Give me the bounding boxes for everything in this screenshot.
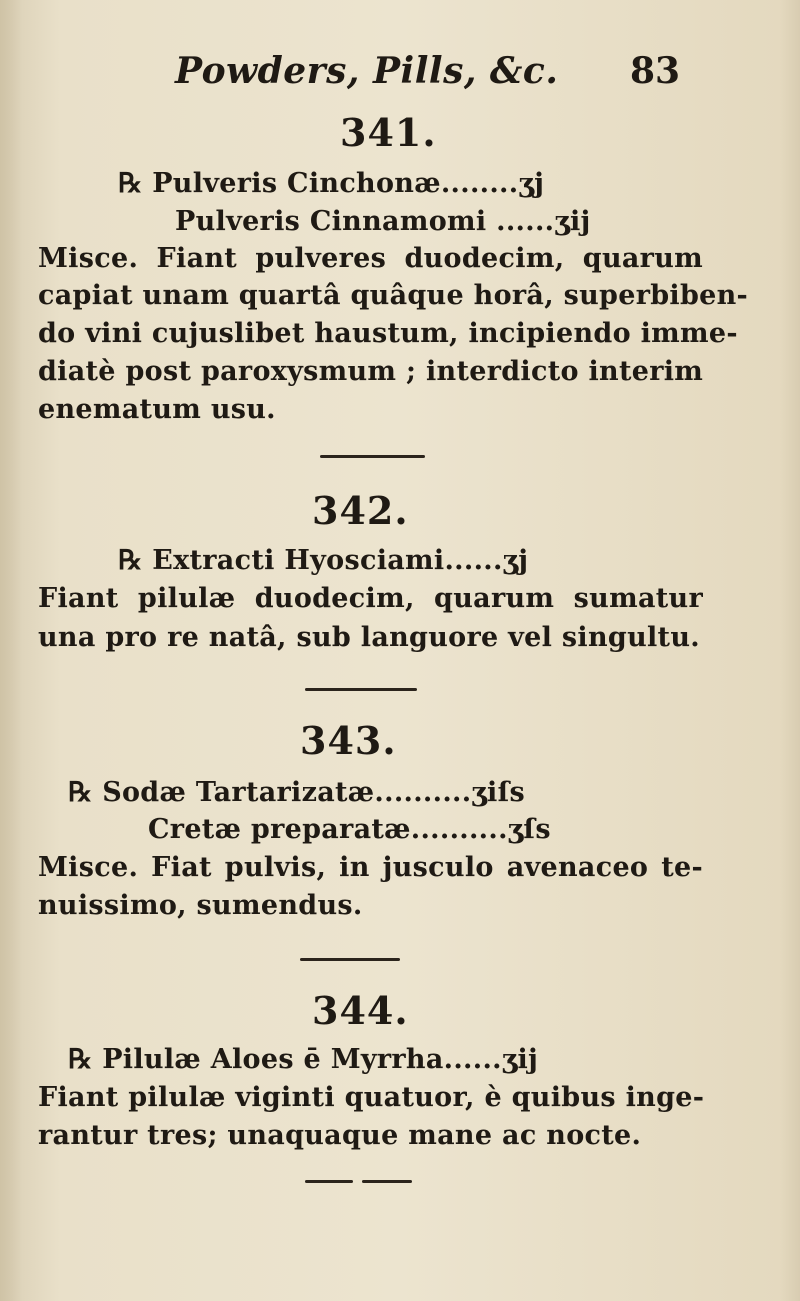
ingredient-line: Pulveris Cinnamomi ......ʒij (175, 206, 591, 237)
recipe-number: 341. (340, 110, 437, 155)
ingredient-line: Cretæ preparatæ..........ʒſs (148, 814, 551, 845)
page-edge-shadow (0, 0, 22, 1301)
section-divider (300, 958, 400, 961)
recipe-number: 342. (312, 488, 409, 533)
ingredient-line: ℞ Sodæ Tartarizatæ..........ʒiſs (68, 777, 526, 808)
ingredient-line: ℞ Pulveris Cinchonæ........ʒj (118, 168, 545, 199)
instruction-line: rantur tres; unaquaque mane ac nocte. (38, 1120, 642, 1151)
ingredient-line: ℞ Extracti Hyosciami......ʒj (118, 545, 529, 576)
instruction-line: Misce. Fiant pulveres duodecim, quarum (38, 243, 703, 274)
instruction-line: una pro re natâ, sub languore vel singultu. (38, 622, 700, 653)
running-title: Powders, Pills, &c. (175, 50, 559, 92)
instruction-line: diatè post paroxysmum ; interdicto interim (38, 356, 704, 387)
recipe-number: 344. (312, 988, 409, 1033)
section-divider (362, 1180, 412, 1183)
instruction-line: do vini cujuslibet haustum, incipiendo imme- (38, 318, 738, 349)
section-divider (305, 1180, 353, 1183)
instruction-line: Fiant pilulæ duodecim, quarum sumatur (38, 583, 703, 614)
instruction-line: nuissimo, sumendus. (38, 890, 363, 921)
ingredient-line: ℞ Pilulæ Aloes ē Myrrha......ʒij (68, 1044, 539, 1075)
section-divider (320, 455, 425, 458)
instruction-line: Misce. Fiat pulvis, in jusculo avenaceo te- (38, 852, 703, 883)
recipe-number: 343. (300, 718, 397, 763)
instruction-line: capiat unam quartâ quâque horâ, superbiben- (38, 280, 749, 311)
page-number: 83 (630, 50, 681, 92)
instruction-line: Fiant pilulæ viginti quatuor, è quibus inge- (38, 1082, 705, 1113)
instruction-line: enematum usu. (38, 394, 276, 425)
page-header (175, 50, 715, 100)
section-divider (305, 688, 417, 691)
